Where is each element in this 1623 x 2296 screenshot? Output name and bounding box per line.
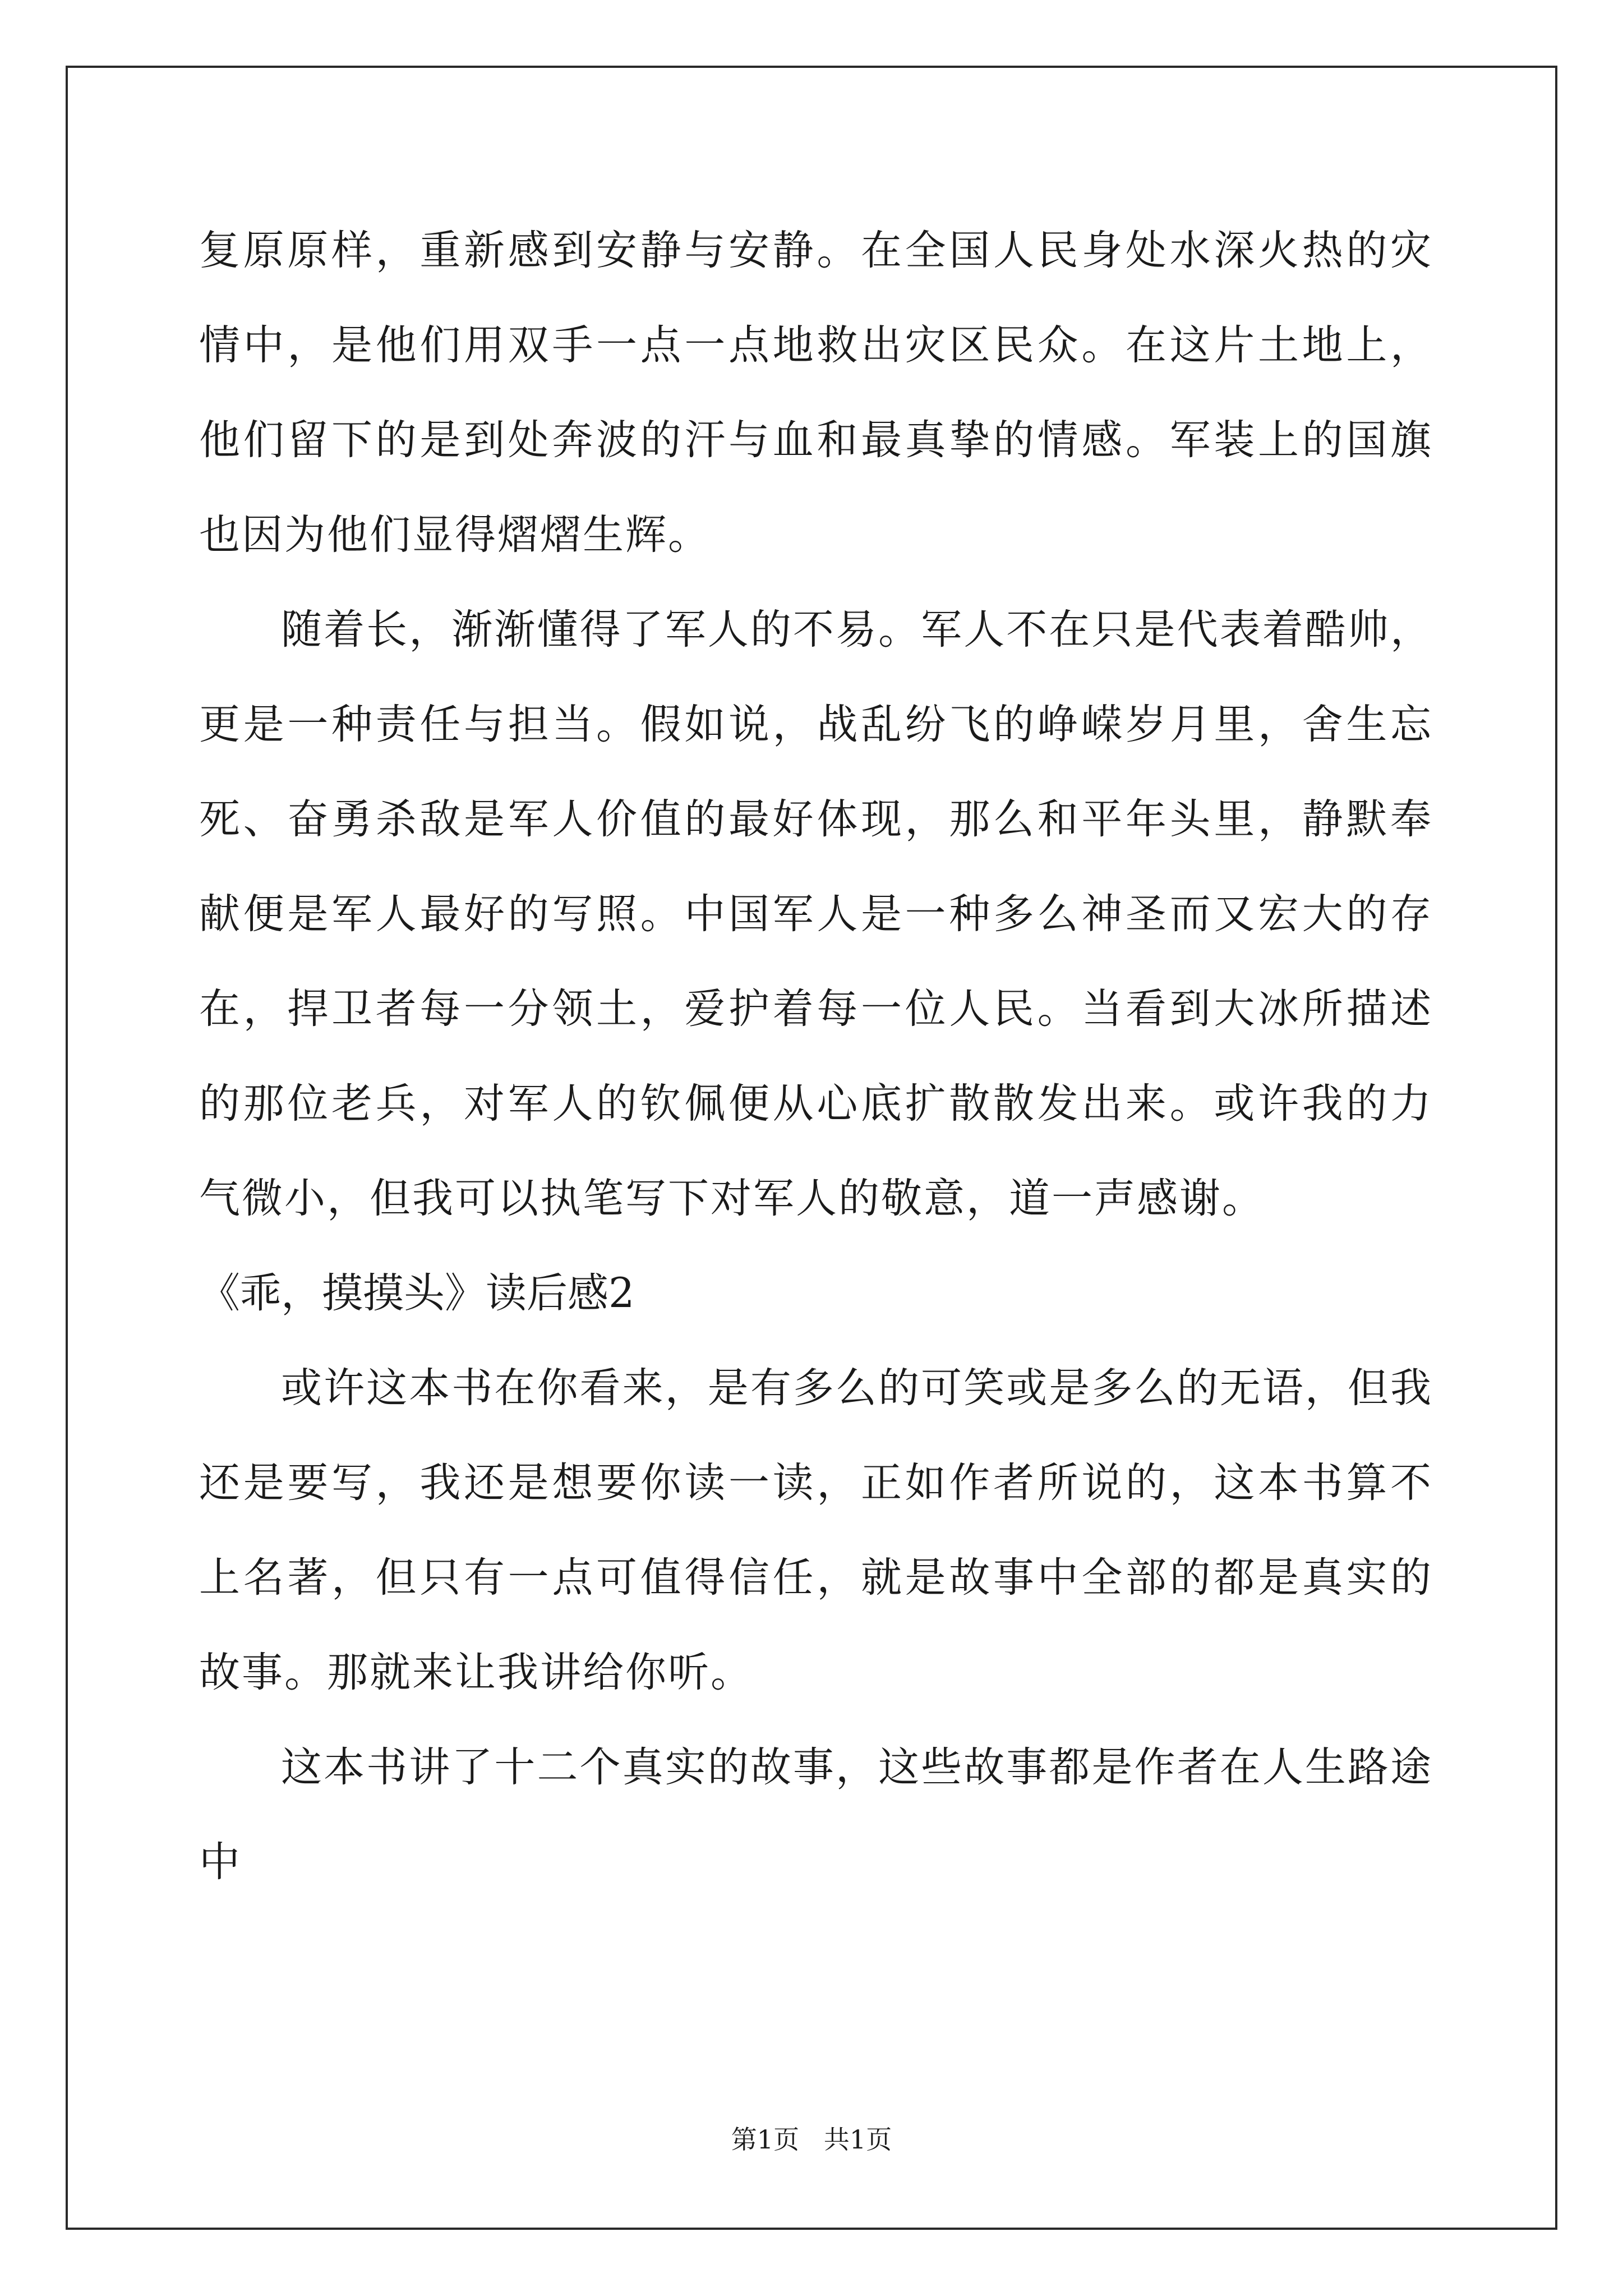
paragraph: 随着长，渐渐懂得了军人的不易。军人不在只是代表着酷帅，更是一种责任与担当。假如说，战乱纷飞的峥嵘岁月里，舍生忘死、奋勇杀敌是军人价值的最好体现，那么和平年头里，静默奉献便是军人最好的写照。中国军人是一种多么神圣而又宏大的存在，捍卫者每一分领土，爱护着每一位人民。当看到大冰所描述的那位老兵，对军人的钦佩便从心底扩散散发出来。或许我的力气微小，但我可以执笔写下对军人的敬意，道一声感谢。 (199, 606, 1433, 1222)
section-heading: 《乖，摸摸头》读后感2 (199, 1269, 635, 1317)
paragraph: 这本书讲了十二个真实的故事，这些故事都是作者在人生路途中 (199, 1743, 1433, 1886)
page-footer: 第1页 共1页 (731, 2124, 892, 2155)
document-body (199, 203, 1433, 1910)
paragraph: 复原原样，重新感到安静与安静。在全国人民身处水深火热的灾情中，是他们用双手一点一点地救出灾区民众。在这片土地上，他们留下的是到处奔波的汗与血和最真挚的情感。军装上的国旗也因为他们显得熠熠生辉。 (199, 227, 1433, 559)
paragraph: 或许这本书在你看来，是有多么的可笑或是多么的无语，但我还是要写，我还是想要你读一读，正如作者所说的，这本书算不上名著，但只有一点可值得信任，就是故事中全部的都是真实的故事。那就来让我讲给你听。 (199, 1364, 1433, 1696)
